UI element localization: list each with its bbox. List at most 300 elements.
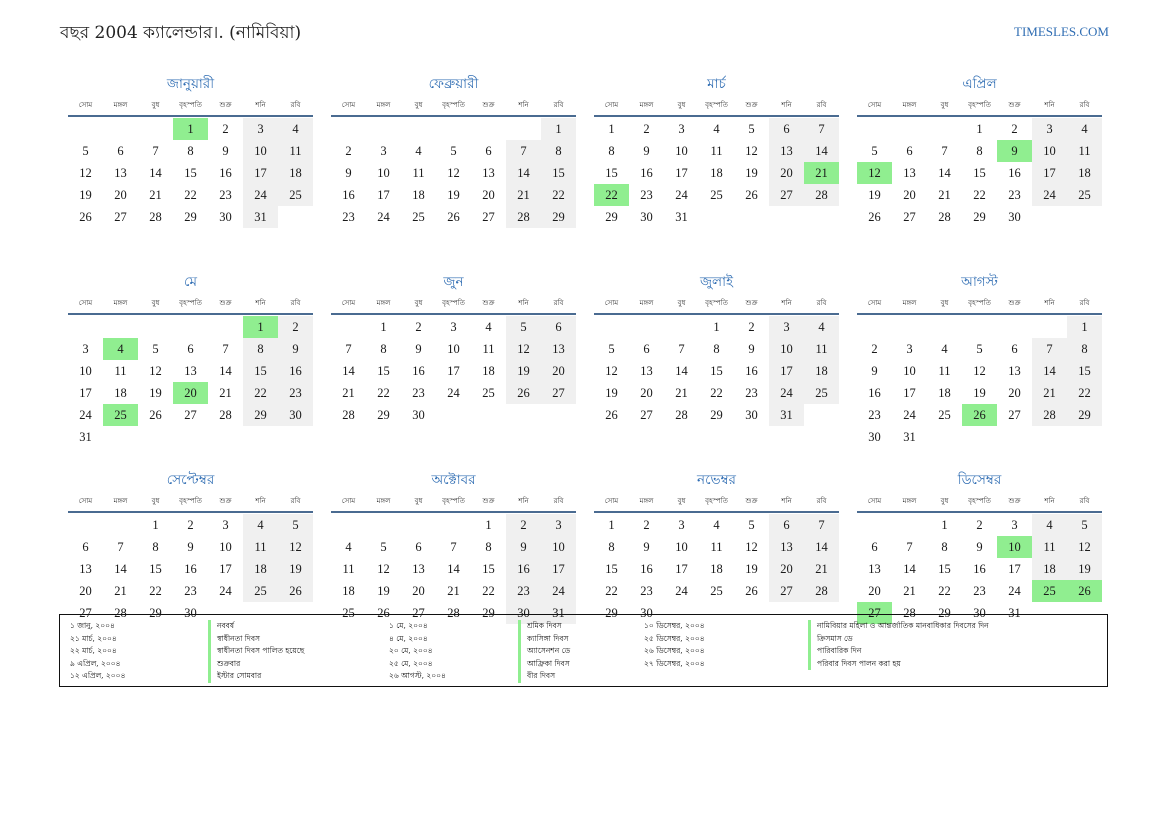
empty-cell [892, 118, 927, 140]
weekday-label: শনি [518, 299, 529, 307]
day-cell: 1 [608, 518, 615, 532]
day-cell: 26 [868, 210, 881, 224]
day-cell: 29 [938, 606, 951, 620]
empty-cell [857, 514, 892, 536]
day-cell: 3 [769, 316, 804, 338]
holiday-day-cell: 25 [1032, 580, 1067, 602]
day-cell: 15 [973, 166, 986, 180]
legend-date: ১ মে, ২০০৪ [389, 621, 428, 630]
day-cell: 28 [342, 408, 355, 422]
day-cell: 28 [1032, 404, 1067, 426]
day-cell: 18 [938, 386, 951, 400]
weekday-label: শুক্র [219, 497, 232, 505]
day-cell: 20 [640, 386, 653, 400]
day-cell: 13 [640, 364, 653, 378]
day-cell: 20 [868, 584, 881, 598]
day-cell: 13 [412, 562, 425, 576]
day-cell: 29 [973, 210, 986, 224]
day-cell: 18 [243, 558, 278, 580]
day-cell: 20 [1008, 386, 1021, 400]
day-cell: 20 [79, 584, 92, 598]
day-cell: 8 [1067, 338, 1102, 360]
legend-holiday: শুক্রবার [208, 658, 304, 671]
holiday-day-cell: 25 [103, 404, 138, 426]
holiday-day-cell: 22 [594, 184, 629, 206]
day-cell: 25 [412, 210, 425, 224]
weekday-label: সোম [341, 299, 356, 307]
day-cell: 16 [1008, 166, 1021, 180]
day-cell: 15 [541, 162, 576, 184]
day-cell: 12 [973, 364, 986, 378]
weekday-label: রবি [553, 101, 564, 109]
weekday-label: শুক্র [745, 299, 758, 307]
weekday-label: বৃহস্পতি [179, 497, 202, 505]
weekday-label: সোম [604, 101, 619, 109]
day-cell: 3 [541, 514, 576, 536]
day-cell: 23 [868, 408, 881, 422]
weekday-label: মঙ্গল [639, 497, 654, 505]
day-cell: 17 [447, 364, 460, 378]
day-grid [68, 513, 313, 624]
day-cell: 2 [278, 316, 313, 338]
day-cell: 25 [278, 184, 313, 206]
day-cell: 31 [903, 430, 916, 444]
day-cell: 25 [804, 382, 839, 404]
day-cell: 24 [243, 184, 278, 206]
weekday-label: শনি [1044, 101, 1055, 109]
day-cell: 23 [973, 584, 986, 598]
day-cell: 1 [380, 320, 387, 334]
day-cell: 15 [1067, 360, 1102, 382]
day-cell: 14 [938, 166, 951, 180]
day-cell: 21 [804, 558, 839, 580]
empty-cell [366, 118, 401, 140]
day-cell: 8 [608, 144, 615, 158]
day-cell: 12 [79, 166, 92, 180]
weekday-label: বুধ [151, 299, 160, 307]
day-cell: 31 [79, 430, 92, 444]
day-cell: 10 [219, 540, 232, 554]
day-cell: 14 [1032, 360, 1067, 382]
months-grid [68, 72, 1101, 666]
empty-cell [997, 316, 1032, 338]
day-cell: 13 [769, 140, 804, 162]
legend-col3-dates [644, 620, 705, 670]
month-block [594, 270, 839, 468]
day-cell: 7 [804, 118, 839, 140]
day-cell: 14 [675, 364, 688, 378]
weekday-label: মঙ্গল [639, 299, 654, 307]
day-cell: 5 [450, 144, 457, 158]
day-cell: 22 [541, 184, 576, 206]
day-cell: 3 [450, 320, 457, 334]
day-cell: 28 [506, 206, 541, 228]
day-cell: 17 [79, 386, 92, 400]
holiday-day-cell: 27 [857, 602, 892, 624]
day-cell: 10 [769, 338, 804, 360]
day-cell: 24 [541, 580, 576, 602]
day-cell: 25 [710, 584, 723, 598]
day-cell: 8 [380, 342, 387, 356]
day-cell: 29 [377, 408, 390, 422]
day-cell: 5 [278, 514, 313, 536]
month-name: ডিসেম্বর [957, 472, 1002, 488]
empty-cell [331, 316, 366, 338]
empty-cell [68, 316, 103, 338]
day-cell: 13 [769, 536, 804, 558]
day-cell: 19 [149, 386, 162, 400]
legend-date: ২৬ ডিসেম্বর, ২০০৪ [644, 646, 705, 655]
legend-date: ২৫ মে, ২০০৪ [389, 658, 433, 668]
day-cell: 15 [605, 562, 618, 576]
day-cell: 22 [1067, 382, 1102, 404]
day-cell: 2 [187, 518, 194, 532]
empty-cell [208, 316, 243, 338]
day-cell: 2 [871, 342, 878, 356]
day-cell: 24 [675, 188, 688, 202]
day-cell: 17 [541, 558, 576, 580]
day-cell: 28 [114, 606, 127, 620]
weekday-label: সোম [867, 497, 882, 505]
legend-col1-names [208, 620, 304, 683]
day-cell: 23 [278, 382, 313, 404]
day-cell: 19 [506, 360, 541, 382]
day-cell: 10 [903, 364, 916, 378]
weekday-label: বৃহস্পতি [968, 299, 991, 307]
weekday-label: বৃহস্পতি [442, 101, 465, 109]
legend-date: ২৭ ডিসেম্বর, ২০০৪ [644, 658, 705, 668]
day-cell: 19 [745, 166, 758, 180]
day-cell: 15 [149, 562, 162, 576]
weekday-label: শনি [781, 101, 792, 109]
day-cell: 15 [243, 360, 278, 382]
legend-holiday: ক্রিসমাস ডে [808, 633, 989, 646]
weekday-label: সোম [604, 497, 619, 505]
weekday-label: শনি [781, 299, 792, 307]
empty-cell [103, 514, 138, 536]
empty-cell [594, 316, 629, 338]
day-cell: 12 [745, 144, 758, 158]
day-cell: 14 [342, 364, 355, 378]
day-cell: 16 [640, 562, 653, 576]
day-cell: 24 [903, 408, 916, 422]
day-cell: 2 [748, 320, 755, 334]
day-cell: 28 [903, 606, 916, 620]
day-cell: 16 [868, 386, 881, 400]
month-name: ফেব্রুয়ারী [428, 76, 479, 92]
day-cell: 22 [243, 382, 278, 404]
empty-cell [366, 514, 401, 536]
day-cell: 30 [1008, 210, 1021, 224]
day-cell: 2 [506, 514, 541, 536]
day-cell: 7 [345, 342, 352, 356]
day-cell: 9 [643, 144, 650, 158]
day-cell: 21 [1032, 382, 1067, 404]
day-grid [331, 117, 576, 228]
day-cell: 30 [506, 602, 541, 624]
day-cell: 9 [415, 342, 422, 356]
day-cell: 2 [976, 518, 983, 532]
legend-col3-names [808, 620, 989, 670]
day-cell: 12 [506, 338, 541, 360]
day-cell: 3 [82, 342, 89, 356]
weekday-label: সোম [78, 101, 93, 109]
day-cell: 9 [345, 166, 352, 180]
day-cell: 21 [938, 188, 951, 202]
day-cell: 22 [710, 386, 723, 400]
day-cell: 30 [278, 404, 313, 426]
day-cell: 13 [114, 166, 127, 180]
weekday-label: বৃহস্পতি [968, 497, 991, 505]
day-cell: 23 [342, 210, 355, 224]
day-cell: 4 [941, 342, 948, 356]
brand-link[interactable]: TIMESLES.COM [1014, 24, 1109, 39]
legend-holiday: নামিবিয়ার মহিলা ও আন্তর্জাতিক মানবাধিকার দিবসের দিন [808, 620, 989, 633]
day-cell: 6 [906, 144, 913, 158]
day-cell: 10 [675, 540, 688, 554]
day-cell: 4 [345, 540, 352, 554]
weekday-label: রবি [553, 299, 564, 307]
holiday-day-cell: 21 [804, 162, 839, 184]
legend-holiday: বীর দিবস [518, 670, 570, 683]
day-cell: 30 [412, 408, 425, 422]
day-cell: 11 [710, 540, 723, 554]
month-name: সেপ্টেম্বর [166, 472, 215, 488]
legend-col1-dates [70, 620, 125, 683]
day-cell: 11 [1032, 536, 1067, 558]
day-cell: 3 [678, 518, 685, 532]
day-cell: 29 [710, 408, 723, 422]
day-cell: 14 [804, 140, 839, 162]
weekday-label: বৃহস্পতি [705, 101, 728, 109]
holiday-legend [59, 614, 1108, 687]
day-cell: 19 [745, 562, 758, 576]
day-cell: 29 [149, 606, 162, 620]
day-cell: 2 [345, 144, 352, 158]
holiday-day-cell: 20 [173, 382, 208, 404]
day-cell: 22 [938, 584, 951, 598]
day-cell: 15 [482, 562, 495, 576]
legend-col2-dates [389, 620, 446, 683]
weekday-label: মঙ্গল [639, 101, 654, 109]
day-cell: 12 [377, 562, 390, 576]
day-cell: 8 [485, 540, 492, 554]
month-block [857, 72, 1102, 270]
day-cell: 12 [149, 364, 162, 378]
day-cell: 11 [938, 364, 951, 378]
day-cell: 11 [278, 140, 313, 162]
day-cell: 28 [675, 408, 688, 422]
day-cell: 3 [380, 144, 387, 158]
weekday-label: শনি [781, 497, 792, 505]
day-cell: 7 [678, 342, 685, 356]
day-cell: 23 [184, 584, 197, 598]
day-cell: 23 [412, 386, 425, 400]
day-cell: 7 [941, 144, 948, 158]
day-cell: 4 [1032, 514, 1067, 536]
day-grid [331, 315, 576, 426]
day-cell: 31 [675, 210, 688, 224]
holiday-day-cell: 26 [1067, 580, 1102, 602]
day-cell: 22 [149, 584, 162, 598]
day-cell: 20 [482, 188, 495, 202]
weekday-label: বুধ [151, 497, 160, 505]
day-cell: 29 [605, 606, 618, 620]
weekday-label: শনি [1044, 497, 1055, 505]
weekday-label: শনি [518, 497, 529, 505]
day-cell: 3 [1032, 118, 1067, 140]
day-cell: 16 [745, 364, 758, 378]
empty-cell [471, 118, 506, 140]
day-cell: 25 [243, 580, 278, 602]
day-cell: 22 [973, 188, 986, 202]
day-cell: 12 [605, 364, 618, 378]
weekday-label: শনি [255, 299, 266, 307]
day-cell: 2 [415, 320, 422, 334]
legend-date: ২২ মার্চ, ২০০৪ [70, 646, 117, 655]
day-cell: 1 [713, 320, 720, 334]
day-cell: 2 [222, 122, 229, 136]
day-grid [857, 117, 1102, 228]
day-cell: 27 [184, 408, 197, 422]
legend-date: ৯ এপ্রিল, ২০০৪ [70, 658, 121, 668]
day-cell: 23 [745, 386, 758, 400]
legend-holiday: আফ্রিকা দিবস [518, 658, 570, 671]
day-cell: 29 [541, 206, 576, 228]
weekday-label: বৃহস্পতি [179, 101, 202, 109]
day-cell: 20 [412, 584, 425, 598]
weekday-header [594, 96, 839, 117]
day-cell: 3 [1011, 518, 1018, 532]
month-block [68, 270, 313, 468]
day-cell: 13 [482, 166, 495, 180]
day-cell: 26 [278, 580, 313, 602]
empty-cell [664, 316, 699, 338]
empty-cell [68, 118, 103, 140]
day-cell: 21 [342, 386, 355, 400]
day-cell: 9 [748, 342, 755, 356]
weekday-label: মঙ্গল [113, 101, 128, 109]
weekday-label: শুক্র [1008, 101, 1021, 109]
day-cell: 19 [973, 386, 986, 400]
day-cell: 27 [1008, 408, 1021, 422]
day-cell: 27 [903, 210, 916, 224]
day-cell: 4 [415, 144, 422, 158]
day-cell: 12 [745, 540, 758, 554]
month-name: মে [184, 274, 197, 290]
day-cell: 6 [82, 540, 89, 554]
legend-col2-names [518, 620, 570, 683]
day-cell: 7 [804, 514, 839, 536]
day-cell: 27 [412, 606, 425, 620]
weekday-label: রবি [290, 101, 301, 109]
empty-cell [331, 514, 366, 536]
day-cell: 4 [278, 118, 313, 140]
weekday-header [857, 96, 1102, 117]
day-cell: 7 [152, 144, 159, 158]
day-cell: 28 [804, 580, 839, 602]
day-cell: 8 [941, 540, 948, 554]
day-cell: 7 [117, 540, 124, 554]
month-name: মার্চ [707, 76, 726, 92]
weekday-label: শুক্র [745, 497, 758, 505]
day-grid [331, 513, 576, 624]
day-cell: 18 [114, 386, 127, 400]
day-cell: 11 [412, 166, 425, 180]
day-cell: 10 [79, 364, 92, 378]
day-cell: 16 [412, 364, 425, 378]
page-title: বছর 2004 ক্যালেন্ডার।. (নামিবিয়া) [60, 23, 302, 43]
day-cell: 17 [769, 360, 804, 382]
day-cell: 3 [906, 342, 913, 356]
day-cell: 26 [149, 408, 162, 422]
day-cell: 14 [219, 364, 232, 378]
day-cell: 24 [219, 584, 232, 598]
day-cell: 23 [1008, 188, 1021, 202]
day-cell: 3 [222, 518, 229, 532]
day-cell: 27 [482, 210, 495, 224]
day-cell: 13 [184, 364, 197, 378]
day-cell: 26 [506, 382, 541, 404]
day-grid [594, 117, 839, 228]
day-cell: 14 [447, 562, 460, 576]
weekday-label: শনি [255, 101, 266, 109]
month-block [594, 72, 839, 270]
month-name: অক্টোবর [431, 472, 476, 488]
day-cell: 10 [1032, 140, 1067, 162]
weekday-label: সোম [341, 101, 356, 109]
holiday-day-cell: 4 [103, 338, 138, 360]
empty-cell [436, 118, 471, 140]
weekday-label: বুধ [940, 101, 949, 109]
day-cell: 8 [541, 140, 576, 162]
weekday-label: বৃহস্পতি [968, 101, 991, 109]
day-cell: 28 [938, 210, 951, 224]
weekday-label: বুধ [677, 497, 686, 505]
empty-cell [927, 118, 962, 140]
day-cell: 24 [447, 386, 460, 400]
day-cell: 9 [506, 536, 541, 558]
day-cell: 21 [149, 188, 162, 202]
weekday-label: বুধ [414, 101, 423, 109]
day-cell: 18 [710, 562, 723, 576]
weekday-label: রবি [816, 101, 827, 109]
empty-cell [892, 514, 927, 536]
day-cell: 5 [152, 342, 159, 356]
weekday-label: রবি [553, 497, 564, 505]
legend-holiday: স্বাধীনতা দিবস পালিত হয়েছে [208, 645, 304, 658]
day-cell: 28 [149, 210, 162, 224]
day-cell: 8 [976, 144, 983, 158]
day-cell: 10 [541, 536, 576, 558]
weekday-label: মঙ্গল [376, 497, 391, 505]
day-cell: 6 [485, 144, 492, 158]
day-cell: 15 [710, 364, 723, 378]
day-cell: 30 [219, 210, 232, 224]
holiday-day-cell: 1 [243, 316, 278, 338]
weekday-label: বুধ [414, 497, 423, 505]
weekday-label: শনি [255, 497, 266, 505]
day-cell: 18 [278, 162, 313, 184]
weekday-label: মঙ্গল [902, 101, 917, 109]
legend-holiday: ক্যাসিঙ্গা দিবস [518, 633, 570, 646]
weekday-label: মঙ্গল [113, 299, 128, 307]
day-cell: 8 [713, 342, 720, 356]
day-cell: 30 [868, 430, 881, 444]
day-cell: 12 [447, 166, 460, 180]
day-cell: 19 [868, 188, 881, 202]
day-cell: 11 [710, 144, 723, 158]
